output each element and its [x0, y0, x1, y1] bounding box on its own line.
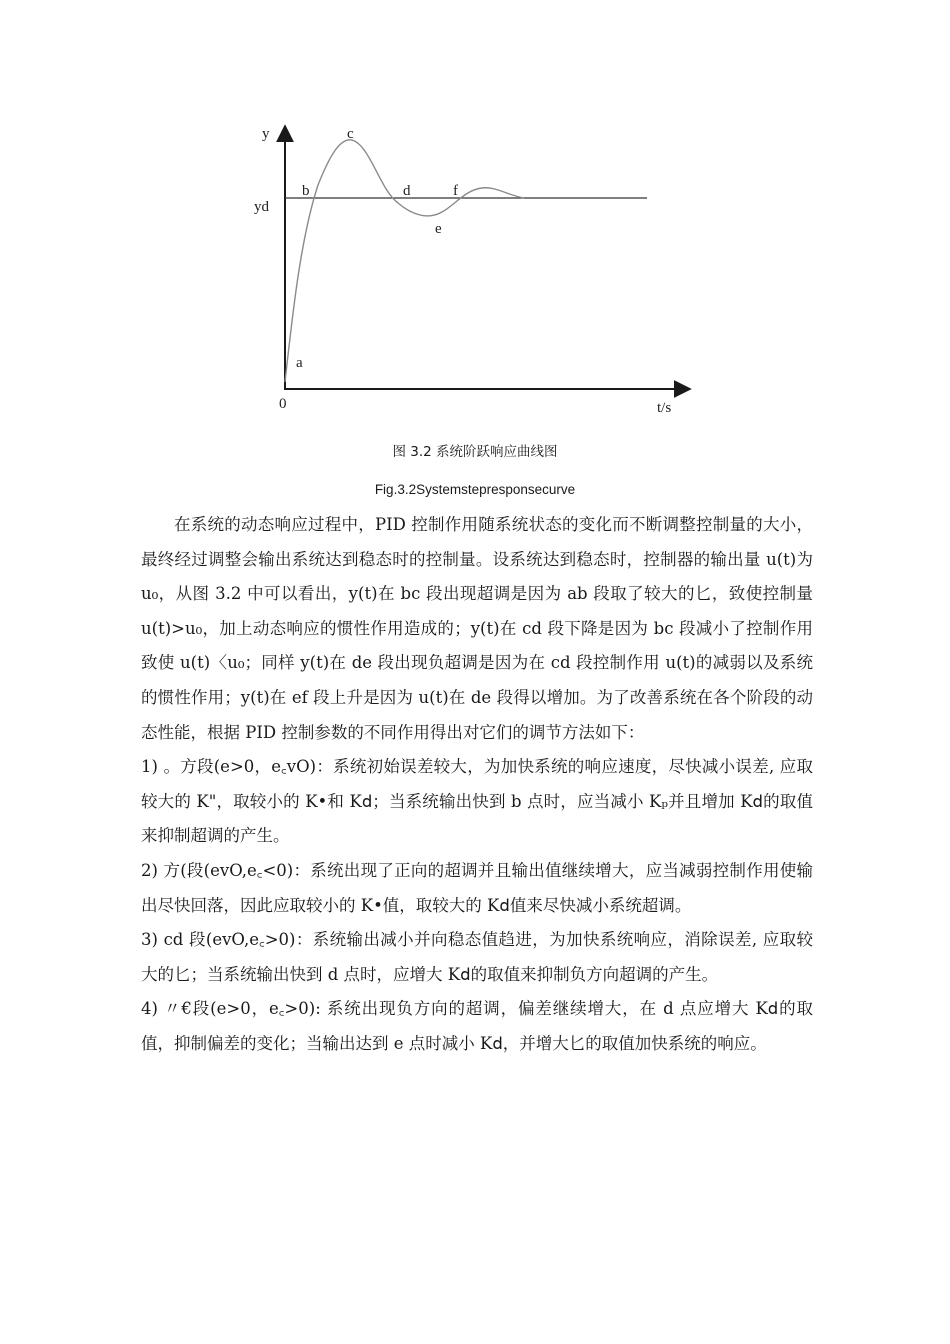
intro-paragraph: 在系统的动态响应过程中，PID 控制作用随系统状态的变化而不断调整控制量的大小，最终经过调整会输出系统达到稳态时的控制量。设系统达到稳态时，控制器的输出量 u(t)为 u₀，从图 3.2 中可以看出，y(t)在 bc 段出现超调是因为 ab 段取了较大的匕，致使控制量 u(t)>u₀，加上动态响应的惯性作用造成的；y(t)在 cd 段下降是因为 bc 段减小了控制作用致使 u(t)〈u₀；同样 y(t)在 de 段出现负超调是因为在 cd 段控制作用 u(t)的减弱以及系统的惯性作用；y(t)在 ef 段上升是因为 u(t)在 de 段得以增加。为了改善系统在各个阶段的动态性能，根据 PID 控制参数的不同作用得出对它们的调节方法如下：: [141, 515, 813, 742]
method-item-4: 4) 〃€段(e>0，e꜀>0): 系统出现负方向的超调，偏差继续增大，在 d 点应增大 K𝖽的取值，抑制偏差的变化；当输出达到 e 点时减小 K𝖽，并增大匕的取值加快系统的响应。: [141, 999, 813, 1053]
point-b-label: b: [302, 183, 310, 199]
y-axis-label: y: [262, 126, 270, 142]
method-item-1: 1) 。方段(e>0，e꜀vO)：系统初始误差较大，为加快系统的响应速度，尽快减小误差, 应取较大的 K"，取较小的 K•和 K𝖽；当系统输出快到 b 点时，应当减小 Kₚ并且增加 K𝖽的取值来抑制超调的产生。: [141, 757, 813, 846]
x-axis-label: t/s: [657, 400, 672, 416]
figure-caption-cn: 图 3.2 系统阶跃响应曲线图: [392, 444, 558, 460]
body-text: [141, 508, 813, 1062]
yd-label: yd: [254, 199, 269, 215]
origin-label: 0: [279, 396, 287, 412]
point-e-label: e: [435, 221, 442, 237]
point-d-label: d: [403, 183, 411, 199]
point-c-label: c: [347, 126, 354, 142]
method-item-3: 3) cd 段(evO,e꜀>0)：系统输出减小并向稳态值趋进，为加快系统响应，消除误差, 应取较大的匕；当系统输出快到 d 点时，应增大 K𝖽的取值来抑制负方向超调的产生。: [141, 930, 813, 984]
figure-caption-en: Fig.3.2Systemstepresponsecurve: [374, 482, 576, 497]
point-a-label: a: [296, 355, 303, 371]
point-f-label: f: [453, 183, 458, 199]
response-curve: [285, 140, 524, 382]
step-response-figure: [0, 0, 950, 430]
method-item-2: 2) 方(段(evO,e꜀<0)：系统出现了正向的超调并且输出值继续增大，应当减弱控制作用使输出尽快回落，因此应取较小的 K•值，取较大的 K𝖽值来尽快减小系统超调。: [141, 860, 813, 915]
